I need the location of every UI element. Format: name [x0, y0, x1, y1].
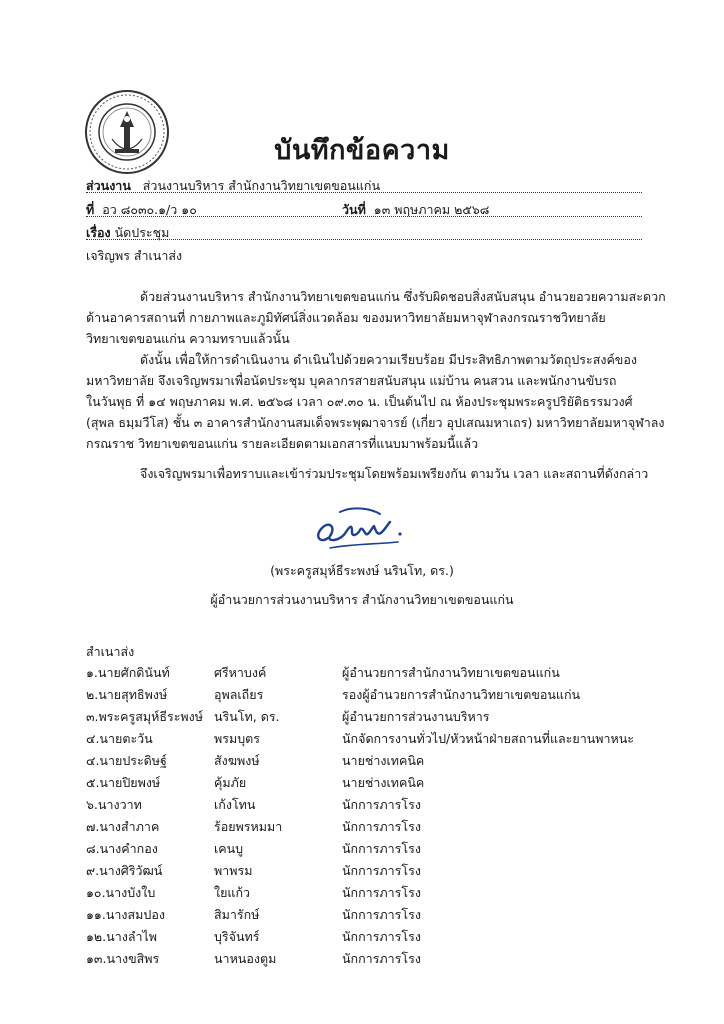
cc-first-name: ๔.นายประดิษฐ์	[86, 753, 167, 768]
body-paragraph-2	[86, 349, 665, 454]
cc-row	[86, 685, 686, 703]
reference-line	[86, 200, 197, 220]
cc-last-name: คุ้มภัย	[214, 775, 247, 790]
subject-line	[86, 223, 169, 243]
cc-row	[86, 795, 686, 813]
cc-last-name: ร้อยพรหมมา	[214, 819, 283, 834]
memo-title: บันทึกข้อความ	[274, 135, 450, 166]
cc-position: รองผู้อำนวยการสำนักงานวิทยาเขตขอนแก่น	[342, 687, 581, 702]
cc-position: นักการภารโรง	[342, 797, 421, 812]
cc-row	[86, 817, 686, 835]
cc-row	[86, 839, 686, 857]
cc-last-name: ใยแก้ว	[214, 885, 251, 900]
cc-row	[86, 949, 686, 967]
body-line: จึงเจริญพรมาเพื่อทราบและเข้าร่วมประชุมโดยพร้อมเพรียงกัน ตามวัน เวลา และสถานที่ดังกล่าว	[140, 466, 649, 481]
cc-first-name: ๒.นายสุทธิพงษ์	[86, 687, 168, 702]
cc-first-name: ๑๒.นางลำไพ	[86, 929, 158, 944]
cc-last-name: อุพลเถียร	[214, 687, 264, 702]
cc-row	[86, 773, 686, 791]
cc-last-name: บุริจันทร์	[214, 929, 260, 944]
cc-position: นักการภารโรง	[342, 863, 421, 878]
cc-first-name: ๕.นายปิยพงษ์	[86, 775, 161, 790]
cc-row	[86, 663, 686, 681]
subject-underline	[86, 239, 642, 240]
body-line: วิทยาเขตขอนแก่น ความทราบแล้วนั้น	[86, 331, 290, 346]
cc-first-name: ๔.นายตะวัน	[86, 731, 153, 746]
cc-first-name: ๑.นายศักดินันท์	[86, 665, 170, 680]
body-line: กรณราช วิทยาเขตขอนแก่น รายละเอียดตามเอกสารที่แนบมาพร้อมนี้แล้ว	[86, 436, 479, 451]
reference-label: ที่	[86, 202, 95, 217]
handwritten-signature	[300, 498, 420, 558]
cc-position: นักการภารโรง	[342, 885, 421, 900]
cc-position: นักการภารโรง	[342, 907, 421, 922]
cc-first-name: ๓.พระครูสมุห์ธีระพงษ์	[86, 709, 204, 724]
body-paragraph-1	[86, 286, 666, 349]
cc-last-name: สิมารักษ์	[214, 907, 260, 922]
cc-last-name: พรมบุตร	[214, 731, 260, 746]
date-value: ๑๓ พฤษภาคม ๒๕๖๘	[373, 202, 490, 217]
salutation: เจริญพร สำเนาส่ง	[86, 248, 183, 263]
cc-last-name: ศรีหาบงค์	[214, 665, 267, 680]
cc-first-name: ๗.นางสำภาค	[86, 819, 160, 834]
cc-label: สำเนาส่ง	[86, 644, 135, 659]
body-line: ด้านอาคารสถานที่ กายภาพและภูมิทัศน์สิ่งแวดล้อม ของมหาวิทยาลัยมหาจุฬาลงกรณราชวิทยาลัย	[86, 310, 606, 325]
cc-position: นักการภารโรง	[342, 819, 421, 834]
cc-row	[86, 927, 686, 945]
cc-position: นักการภารโรง	[342, 951, 421, 966]
cc-first-name: ๙.นางศิริวัฒน์	[86, 863, 163, 878]
reference-underline	[86, 216, 642, 217]
body-line: ดังนั้น เพื่อให้การดำเนินงาน ดำเนินไปด้วยความเรียบร้อย มีประสิทธิภาพตามวัตถุประสงค์ของ	[140, 352, 637, 367]
body-line: ด้วยส่วนงานบริหาร สำนักงานวิทยาเขตขอนแก่น ซึ่งรับผิดชอบสิ่งสนับสนุน อำนวยอวยความสะดวก	[140, 289, 666, 304]
department-value: ส่วนงานบริหาร สำนักงานวิทยาเขตขอนแก่น	[142, 178, 380, 193]
cc-row	[86, 707, 686, 725]
cc-last-name: พาพรม	[214, 863, 253, 878]
date-line	[342, 200, 489, 220]
cc-position: ผู้อำนวยการส่วนงานบริหาร	[342, 709, 490, 724]
signatory-position: ผู้อำนวยการส่วนงานบริหาร สำนักงานวิทยาเขตขอนแก่น	[210, 592, 514, 607]
cc-first-name: ๑๓.นางขสิพร	[86, 951, 160, 966]
cc-last-name: นาหนองตูม	[214, 951, 277, 966]
cc-position: นักการภารโรง	[342, 929, 421, 944]
cc-position: นายช่างเทคนิค	[342, 775, 425, 790]
cc-row	[86, 729, 686, 747]
body-paragraph-3	[86, 463, 649, 484]
subject-value: นัดประชุม	[114, 225, 170, 240]
subject-label: เรื่อง	[86, 225, 111, 240]
cc-last-name: นรินโท, ดร.	[214, 709, 280, 724]
signatory-name: (พระครูสมุห์ธีระพงษ์ นรินโท, ดร.)	[270, 563, 454, 578]
cc-last-name: เคนบู	[214, 841, 244, 856]
body-line: (สุพล ธมฺมวีโส) ชั้น ๓ อาคารสำนักงานสมเด็จพระพุฒาจารย์ (เกี่ยว อุปเสณมหาเถร) มหาวิทยาลัยมหาจุฬาลง	[86, 415, 665, 430]
cc-position: ผู้อำนวยการสำนักงานวิทยาเขตขอนแก่น	[342, 665, 560, 680]
cc-row	[86, 861, 686, 879]
cc-first-name: ๑๐.นางบังใบ	[86, 885, 156, 900]
department-label: ส่วนงาน	[86, 178, 131, 193]
cc-first-name: ๘.นางคำกอง	[86, 841, 158, 856]
cc-last-name: เก้งโทน	[214, 797, 256, 812]
cc-last-name: สังฆพงษ์	[214, 753, 260, 768]
department-line	[86, 176, 380, 196]
cc-position: นักจัดการงานทั่วไป/หัวหน้าฝ่ายสถานที่และยานพาหนะ	[342, 731, 635, 746]
cc-row	[86, 751, 686, 769]
reference-value: อว ๘๐๓๐.๑/ว ๑๐	[102, 202, 197, 217]
cc-first-name: ๖.นางวาท	[86, 797, 142, 812]
body-line: ในวันพุธ ที่ ๑๔ พฤษภาคม พ.ศ. ๒๕๖๘ เวลา ๐๙.๓๐ น. เป็นต้นไป ณ ห้องประชุมพระครูปริยัติธรรมวงศ์	[86, 394, 633, 409]
body-line: มหาวิทยาลัย จึงเจริญพรมาเพื่อนัดประชุม บุคลากรสายสนับสนุน แม่บ้าน คนสวน และพนักงานขับรถ	[86, 373, 617, 388]
cc-position: นายช่างเทคนิค	[342, 753, 425, 768]
cc-row	[86, 883, 686, 901]
cc-row	[86, 905, 686, 923]
cc-first-name: ๑๑.นางสมปอง	[86, 907, 165, 922]
department-underline	[86, 192, 642, 193]
date-label: วันที่	[342, 202, 366, 217]
cc-position: นักการภารโรง	[342, 841, 421, 856]
